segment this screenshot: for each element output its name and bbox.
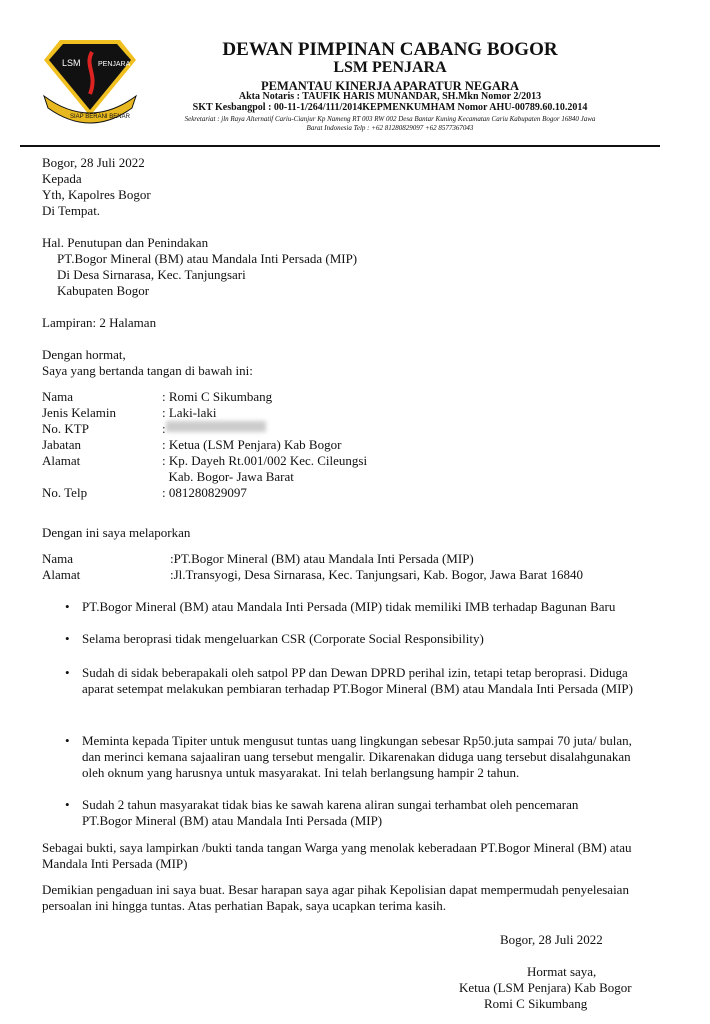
- letterhead-title: DEWAN PIMPINAN CABANG BOGOR: [222, 39, 558, 60]
- detail-row: No. KTP :: [42, 421, 367, 437]
- subject-line: Di Desa Sirnarasa, Kec. Tanjungsari: [57, 267, 246, 282]
- subject-line: PT.Bogor Mineral (BM) atau Mandala Inti Persada (MIP): [57, 251, 358, 266]
- detail-row: Nama :PT.Bogor Mineral (BM) atau Mandala Inti Persada (MIP): [42, 551, 474, 566]
- greeting: Dengan hormat,: [42, 347, 126, 362]
- svg-text:SIAP BERANI BENAR: SIAP BERANI BENAR: [70, 114, 130, 120]
- list-item: • PT.Bogor Mineral (BM) atau Mandala Inti Persada (MIP) tidak memiliki IMB terhadap Bagunan Baru: [65, 599, 616, 614]
- letterhead-address: Sekretariat : jln Raya Alternatif Cariu-Cianjur Kp Nameng RT 003 RW 002 Desa Bantar Kuning Kecamatan Cariu Kabupaten Bogor 16840 Jawa: [184, 115, 596, 123]
- letterhead-skt: SKT Kesbangpol : 00-11-1/264/111/2014KEPMENKUMHAM Nomor AHU-00789.60.10.2014: [192, 102, 588, 113]
- detail-row: Jenis Kelamin : Laki-laki: [42, 405, 217, 420]
- subject-line: Kabupaten Bogor: [57, 283, 150, 298]
- subject-line: Hal. Penutupan dan Penindakan: [42, 235, 209, 250]
- recipient-line: Yth, Kapolres Bogor: [42, 187, 151, 202]
- lsm-penjara-logo: [40, 38, 140, 128]
- detail-row: Nama : Romi C Sikumbang: [42, 389, 273, 404]
- closing-paragraph: Demikian pengaduan ini saya buat. Besar harapan saya agar pihak Kepolisian dapat mempermudah penyelesaian persoalan ini hingga tuntas. Atas perhatian Bapak, saya ucapkan terima kasih.: [42, 882, 629, 913]
- detail-row: Kab. Bogor- Jawa Barat: [162, 469, 294, 484]
- signature-position: Ketua (LSM Penjara) Kab Bogor: [459, 980, 632, 995]
- detail-row: Alamat :Jl.Transyogi, Desa Sirnarasa, Kec. Tanjungsari, Kab. Bogor, Jawa Barat 16840: [42, 567, 584, 582]
- letterhead-notary: Akta Notaris : TAUFIK HARIS MUNANDAR, SH.Mkn Nomor 2/2013: [238, 91, 542, 102]
- letterhead-org: LSM PENJARA: [333, 59, 447, 76]
- letter-date: Bogor, 28 Juli 2022: [42, 155, 145, 170]
- list-item: • Meminta kepada Tipiter untuk mengusut tuntas uang lingkungan sebesar Rp50.juta sampai 70 juta/ bulan, dan merinci kemana sajaaliran uang tersebut mengalir. Dikarenakan diduga uang tersebut disalahgunakan oleh oknum yang harusnya untuk masyarakat. Ini telah berlangsung hampir 2 tahun.: [65, 733, 632, 780]
- detail-row: Jabatan : Ketua (LSM Penjara) Kab Bogor: [42, 437, 342, 452]
- signature-name: Romi C Sikumbang: [484, 996, 588, 1011]
- redacted-ktp: [166, 421, 266, 432]
- report-intro: Dengan ini saya melaporkan: [42, 525, 191, 540]
- list-item: • Sudah di sidak beberapakali oleh satpol PP dan Dewan DPRD perihal izin, tetapi tetap beroprasi. Diduga aparat setempat melakukan pembiaran terhadap PT.Bogor Mineral (BM) atau Mandala Inti Persada (MIP): [65, 665, 633, 696]
- reported-details: [42, 551, 583, 583]
- attachment-note: Lampiran: 2 Halaman: [42, 315, 157, 330]
- intro: Saya yang bertanda tangan di bawah ini:: [42, 363, 253, 378]
- recipient-line: Kepada: [42, 171, 82, 186]
- recipient-line: Di Tempat.: [42, 203, 101, 218]
- evidence-paragraph: Sebagai bukti, saya lampirkan /bukti tanda tangan Warga yang menolak keberadaan PT.Bogor Mineral (BM) atau Mandala Inti Persada (MIP): [42, 840, 632, 871]
- reporter-details: [42, 389, 367, 501]
- svg-text:LSM: LSM: [62, 58, 81, 68]
- signature-regards: Hormat saya,: [527, 964, 597, 979]
- letterhead-contact: Barat Indonesia Telp : +62 81280829097 +62 8577367043: [306, 124, 474, 132]
- list-item: • Selama beroprasi tidak mengeluarkan CSR (Corporate Social Responsibility): [65, 631, 484, 646]
- detail-row: Alamat : Kp. Dayeh Rt.001/002 Kec. Cileungsi: [42, 453, 368, 468]
- list-item: • Sudah 2 tahun masyarakat tidak bias ke sawah karena aliran sungai terhambat oleh pencemaran PT.Bogor Mineral (BM) atau Mandala Inti Persada (MIP): [65, 797, 579, 828]
- letterhead-tagline: PEMANTAU KINERJA APARATUR NEGARA: [261, 79, 519, 93]
- letterhead-divider: [20, 145, 660, 147]
- detail-row: No. Telp : 081280829097: [42, 485, 247, 500]
- signature-date: Bogor, 28 Juli 2022: [500, 932, 603, 947]
- svg-text:PENJARA: PENJARA: [98, 61, 131, 68]
